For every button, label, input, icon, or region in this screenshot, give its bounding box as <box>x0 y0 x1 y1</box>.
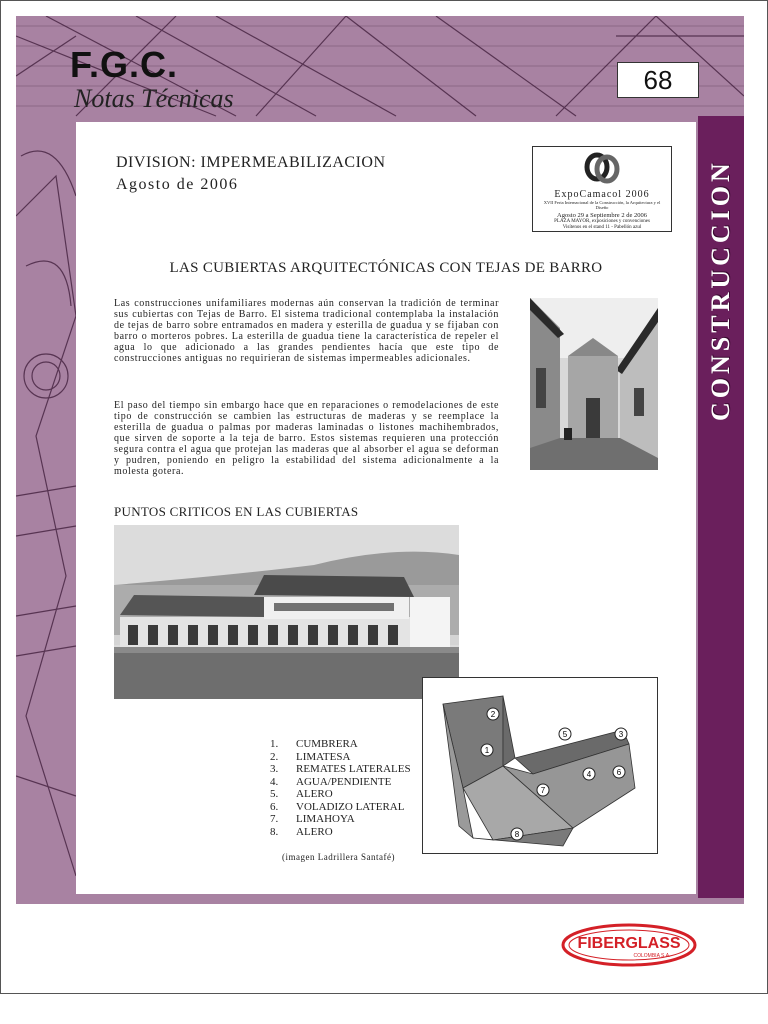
expo-name: ExpoCamacol 2006 <box>554 189 650 200</box>
content-panel <box>76 122 696 894</box>
list-item: 3. REMATES LATERALES <box>270 763 411 775</box>
list-item: 2. LIMATESA <box>270 750 351 763</box>
diagram-marker-7 <box>537 784 549 796</box>
document-date: Agosto de 2006 <box>116 176 239 193</box>
expo-venue: PLAZA MAYOR, exposiciones y convenciones <box>554 219 650 224</box>
page-number: 68 <box>617 62 699 98</box>
expo-dates: Agosto 29 a Septiembre 2 de 2006 <box>557 212 647 219</box>
list-item: 8. ALERO <box>270 825 333 838</box>
svg-text:4: 4 <box>586 770 592 779</box>
diagram-marker-4 <box>583 768 595 780</box>
roof-diagram <box>422 677 658 854</box>
paragraph-1: Las construcciones unifamiliares modernas aún conservan la tradición de terminar sus cubiertas con Tejas de Barro. El sistema tradicional contemplaba la instalación de tejas de barro sobre entramados en madera y esterilla de guadua y se fijaban con barro o morteros pobres. La esterilla de guadua tiene la característica de repeler el agua lo que adicionado a las grandes pendientes hacía que este tipo de construcciones antiguas no requirieran de sistemas impermeables adicionales. <box>114 298 499 364</box>
list-item: 5. ALERO <box>270 788 333 800</box>
list-item: 4. AGUA/PENDIENTE <box>270 775 392 788</box>
image-caption: (imagen Ladrillera Santafé) <box>282 852 395 862</box>
expo-stand: Visítenos en el stand 11 - Pabellón azul <box>562 225 642 230</box>
diagram-marker-3 <box>615 728 627 740</box>
side-label: CONSTRUCCION <box>706 159 735 421</box>
division-heading: DIVISION: IMPERMEABILIZACION <box>116 154 386 171</box>
fiberglass-logo <box>560 922 698 968</box>
roof-parts-list <box>270 738 411 838</box>
svg-text:1: 1 <box>484 746 490 755</box>
list-item: 7. LIMAHOYA <box>270 813 355 825</box>
paragraph-2: El paso del tiempo sin embargo hace que en reparaciones o remodelaciones de este tipo de construcción se cambien las estructuras de maderas y se reemplace la esterilla de guadua o palmas por maderas laminadas o listones machihembrados, que sirven de soporte a la teja de barro. Estos sistemas requieren una protección segura contra el agua que protejan las maderas que al absorber el agua se deforman y pudren, poniendo en peligro la estabilidad del sistema adicionalmente a la molesta gotera. <box>114 400 499 477</box>
roof-plan-drawing <box>423 678 659 855</box>
diagram-marker-6 <box>613 766 625 778</box>
logo-subtitle: Notas Técnicas <box>74 84 234 113</box>
article-title: LAS CUBIERTAS ARQUITECTÓNICAS CON TEJAS DE BARRO <box>169 260 603 276</box>
svg-text:7: 7 <box>540 786 546 795</box>
brand-sub: COLOMBIA S.A. <box>633 953 671 959</box>
svg-text:8: 8 <box>514 830 520 839</box>
street-photo <box>530 298 658 470</box>
expo-knot-icon <box>583 151 621 187</box>
section-title: PUNTOS CRITICOS EN LAS CUBIERTAS <box>114 504 359 519</box>
svg-text:3: 3 <box>618 730 624 739</box>
expo-description: XVII Feria Internacional de la Construcción, la Arquitectura y el Diseño <box>543 200 661 210</box>
diagram-marker-5 <box>559 728 571 740</box>
list-item: 6. VOLADIZO LATERAL <box>270 800 405 813</box>
brand-name: FIBERGLASS <box>577 935 681 952</box>
list-item: 1. CUMBRERA <box>270 738 358 750</box>
diagram-marker-2 <box>487 708 499 720</box>
colonial-building-photo <box>114 525 459 699</box>
svg-text:5: 5 <box>562 730 568 739</box>
diagram-marker-8 <box>511 828 523 840</box>
logo-title: F.G.C. <box>70 44 179 85</box>
expo-badge <box>532 146 672 232</box>
diagram-marker-1 <box>481 744 493 756</box>
svg-text:2: 2 <box>490 710 496 719</box>
svg-text:6: 6 <box>616 768 622 777</box>
